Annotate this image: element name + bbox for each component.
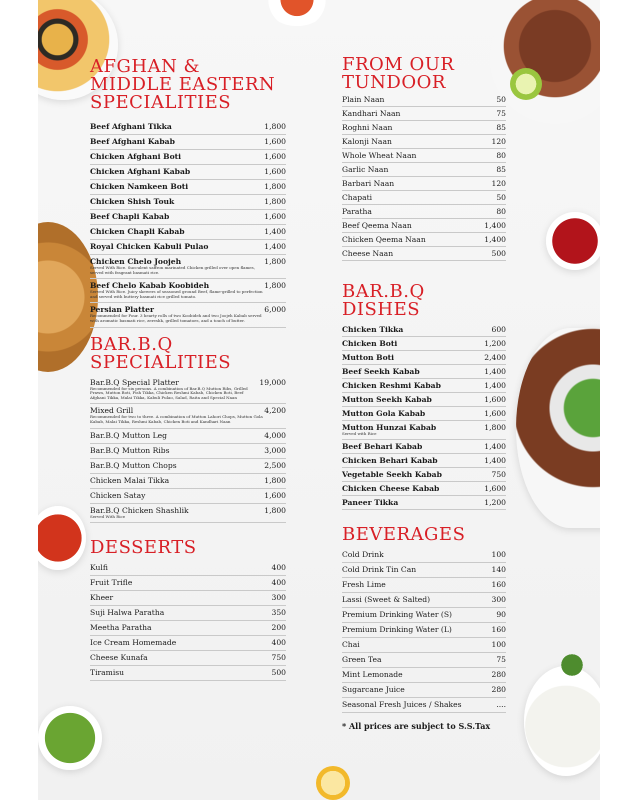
menu-item-name: Chicken Boti [342,339,398,348]
menu-item-name: Beef Chapli Kabab [90,212,170,221]
menu-item-price: 1,600 [264,490,286,500]
menu-item-text [90,378,259,401]
menu-item-name: Mutton Boti [342,353,395,362]
menu-item-text [90,578,132,587]
menu-item-row [342,496,506,510]
menu-item-row [342,653,506,668]
menu-item-price: 2,500 [264,460,286,470]
menu-item-text [90,167,190,176]
menu-item-price: 750 [491,469,506,479]
menu-item-price: 120 [491,137,506,146]
menu-item-price: 1,800 [264,475,286,485]
menu-item-text [342,325,403,334]
menu-item-row [342,121,506,135]
menu-item-price: 300 [271,593,286,603]
menu-item-text [90,197,174,206]
menu-item-name: Vegetable Seekh Kabab [342,469,442,479]
menu-item-text [342,655,382,664]
menu-item-row [90,303,286,327]
menu-item-row [90,279,286,303]
menu-item-text [90,623,152,632]
menu-item-price: 4,000 [264,430,286,440]
menu-item-name: Ice Cream Homemade [90,638,177,648]
menu-item-text [342,193,372,202]
beverages-item-list [342,548,506,713]
menu-item-text [90,305,264,323]
menu-item-text [90,491,145,500]
menu-item-name: Chicken Cheese Kabab [342,483,440,493]
menu-item-text [342,395,432,404]
menu-item-name: Green Tea [342,654,382,664]
right-column [342,56,506,731]
menu-item-text [342,249,393,258]
menu-item-description: Served With Rice. Juicy skewers of seasoned ground Beef, flame-grilled to perfection and served with buttery basmati rice grilled tomato. [90,289,263,299]
menu-item-name: Chicken Afghani Kabab [90,167,191,176]
menu-item-price: 50 [496,193,506,202]
menu-item-row [90,210,286,225]
menu-item-text [342,610,452,619]
menu-item-name: Chicken Chapli Kabab [90,227,185,236]
menu-item-text [90,152,181,161]
menu-item-row [342,454,506,468]
menu-item-name: Beef Chelo Kabab Koobideh [90,281,210,291]
menu-item-name: Paneer Tikka [342,497,399,507]
menu-item-price: 85 [496,123,506,132]
menu-item-name: Mutton Gola Kabab [342,409,426,418]
menu-item-name: Kandhari Naan [342,109,401,118]
menu-item-price: 280 [491,684,506,694]
menu-item-text [90,182,188,191]
menu-item-price: 160 [491,579,506,589]
menu-item-text [342,550,384,559]
menu-item-price: 1,600 [484,409,506,418]
menu-item-name: Kalonji Naan [342,137,392,146]
menu-item-row [90,165,286,180]
menu-item-row [342,440,506,454]
menu-item-name: Chapati [342,193,373,202]
menu-item-text [342,498,398,507]
menu-item-price: 80 [496,151,506,160]
menu-item-text [342,640,360,649]
menu-item-price: .... [496,699,506,709]
menu-item-price: 1,600 [264,212,286,221]
menu-item-text [90,563,108,572]
menu-item-name: Premium Drinking Water (L) [342,624,452,634]
menu-item-price: 400 [271,638,286,648]
menu-item-price: 1,400 [484,381,506,390]
menu-item-name: Plain Naan [342,95,385,104]
menu-item-name: Cold Drink [342,549,384,559]
raita-bowl-image [524,666,600,776]
menu-item-name: Bar.B.Q Mutton Chops [90,460,177,470]
menu-item-text [90,506,189,520]
menu-item-row [342,421,506,440]
menu-item-row [90,255,286,279]
menu-item-name: Roghni Naan [342,123,393,132]
menu-item-name: Persian Platter [90,305,154,315]
menu-item-row [342,683,506,698]
menu-item-description: Recommended for Four. 3 hearty rolls of two Koobideh and two Joojeh Kabab served with aromatic basmati rice, zereshk, grilled tomatoes, and a touch of butter. [90,313,262,323]
menu-item-row [342,548,506,563]
menu-item-text [342,409,425,418]
menu-item-text [342,423,436,437]
menu-item-text [90,257,264,275]
menu-item-text [90,281,264,299]
menu-item-name: Cold Drink Tin Can [342,564,417,574]
menu-item-price: 400 [271,578,286,588]
menu-item-price: 75 [496,654,506,664]
lemon-slice-bottom-image [316,766,350,800]
menu-item-name: Beef Behari Kabab [342,441,423,451]
menu-item-text [90,653,148,662]
beverages-title [342,523,506,545]
menu-item-row [90,591,286,606]
menu-item-name: Bar.B.Q Chicken Shashlik [90,505,189,515]
barbq-specialities-item-list [90,376,286,524]
menu-item-text [342,95,384,104]
menu-item-name: Mutton Hunzai Kabab [342,423,437,432]
ketchup-bowl-image [546,212,600,270]
menu-item-row [342,93,506,107]
barbq-dishes-item-list [342,323,506,510]
menu-item-price: 1,600 [264,152,286,161]
menu-item-text [342,367,420,376]
menu-item-row [90,561,286,576]
menu-item-price: 120 [491,179,506,188]
menu-item-row [342,698,506,713]
menu-item-price: 1,400 [484,455,506,465]
menu-item-row [342,177,506,191]
menu-item-name: Mint Lemonade [342,669,403,679]
menu-item-text [342,381,441,390]
sauce-bowl-top-image [266,0,328,26]
menu-item-text [90,608,164,617]
desserts-item-list [90,561,286,681]
menu-item-name: Kheer [90,593,114,603]
menu-item-price: 1,800 [264,182,286,191]
menu-item-price: 400 [271,563,286,573]
menu-item-text [90,122,172,131]
menu-item-name: Chicken Tikka [342,325,404,334]
menu-item-name: Barbari Naan [342,179,395,188]
afghan-section-title [90,58,286,112]
menu-item-price: 6,000 [264,305,286,315]
menu-item-price: 1,800 [484,423,506,432]
menu-item-price: 100 [491,549,506,559]
menu-item-row [342,135,506,149]
menu-item-text [342,625,452,634]
menu-item-price: 1,800 [264,505,286,515]
menu-item-row [342,149,506,163]
menu-item-name: Bar.B.Q Special Platter [90,377,179,387]
menu-item-price: 280 [491,669,506,679]
menu-item-row [90,474,286,489]
menu-item-text [90,593,113,602]
menu-item-text [90,212,169,221]
menu-item-row [90,606,286,621]
menu-item-row [342,623,506,638]
barbq-dishes-title-text: BAR.B.Q DISHES [342,281,425,320]
afghan-title-line-1: AFGHAN & [90,56,201,77]
menu-item-row [342,563,506,578]
desserts-title [90,539,286,557]
menu-item-row [90,459,286,474]
menu-item-text [90,242,208,251]
menu-item-row [342,247,506,261]
menu-item-row [342,191,506,205]
menu-item-name: Tiramisu [90,668,125,678]
menu-item-description: Recommended for six persons. A combination of Bar.B.Q Mutton Ribs, Grilled Prawn, Mutton Boti, Fish Tikka, Chicken Reshmi Kabab, Chicken Boti, Beef Afghani Tikka, Malai Tikka, Kabuli Pulao, Salad, Raita and Special Naan [90,385,248,400]
menu-item-row [90,621,286,636]
menu-item-name: Royal Chicken Kabuli Pulao [90,242,209,251]
menu-item-name: Fruit Trifle [90,578,133,588]
menu-item-name: Chicken Chelo Joojeh [90,257,182,266]
menu-item-text [342,137,392,146]
menu-item-price: 1,600 [264,137,286,146]
menu-item-price: 1,400 [484,367,506,376]
menu-item-price: 300 [491,594,506,604]
afghan-item-list [90,120,286,328]
naan-bread-image [38,222,98,372]
menu-item-text [342,339,397,348]
barbq-spec-title-line-2: SPECIALITIES [90,351,232,373]
grilled-lamb-chops-image [490,0,600,124]
menu-item-description: Recommended for two to three. A combination of Mutton Lahori Chops, Mutton Gola Kabab, Malai Tikka, Reshmi Kabab, Chicken Boti and Kandhari Naan [90,414,263,424]
menu-item-price: 2,400 [484,353,506,362]
menu-item-price: 4,200 [264,406,286,416]
menu-item-name: Chicken Behari Kabab [342,455,438,465]
menu-item-name: Lassi (Sweet & Salted) [342,594,431,604]
menu-item-name: Mutton Seekh Kabab [342,395,432,404]
menu-item-price: 140 [491,564,506,574]
red-chutney-bowl-image [38,506,86,570]
tundoor-title-line-2: TUNDOOR [342,72,446,93]
menu-item-row [90,404,286,428]
menu-item-name: Paratha [342,207,372,216]
menu-item-row [90,180,286,195]
menu-item-price: 1,400 [484,235,506,244]
menu-item-text [342,207,372,216]
menu-item-price: 1,400 [264,227,286,236]
menu-item-text [342,456,438,465]
menu-item-price: 1,400 [484,221,506,230]
menu-item-row [90,666,286,681]
menu-item-name: Seasonal Fresh Juices / Shakes [342,699,462,709]
menu-item-text [342,670,403,679]
tundoor-item-list [342,93,506,261]
menu-item-row [342,668,506,683]
menu-item-text [342,179,394,188]
desserts-title-text: DESSERTS [90,537,197,559]
lime-slice-top-image [510,68,542,100]
left-column [90,58,286,681]
menu-item-name: Garlic Naan [342,165,389,174]
menu-item-text [342,580,386,589]
menu-item-name: Sugarcane Juice [342,684,405,694]
menu-item-text [90,461,177,470]
menu-item-name: Beef Seekh Kabab [342,367,420,376]
menu-item-row [342,407,506,421]
menu-item-name: Cheese Naan [342,249,394,258]
menu-item-text [90,431,167,440]
menu-item-price: 1,200 [484,339,506,348]
menu-item-name: Mixed Grill [90,406,134,416]
menu-item-price: 1,800 [264,257,286,266]
menu-item-description: Served With Rice. Succulent saffron marinated Chicken grilled over open flames, served with fragrant basmati rice. [90,265,255,275]
menu-item-text [90,227,185,236]
menu-item-name: Beef Qeema Naan [342,221,412,230]
menu-item-price: 500 [271,668,286,678]
menu-item-row [90,636,286,651]
menu-item-row [342,219,506,233]
menu-item-row [342,323,506,337]
menu-item-row [342,337,506,351]
menu-item-text [90,638,176,647]
menu-item-text [342,685,405,694]
menu-item-price: 750 [271,653,286,663]
menu-item-row [342,638,506,653]
beverages-title-text: BEVERAGES [342,523,466,545]
menu-item-text [90,446,170,455]
menu-item-name: Whole Wheat Naan [342,151,417,160]
menu-item-price: 1,600 [264,167,286,176]
menu-item-name: Chicken Namkeen Boti [90,182,189,191]
menu-item-text [90,668,124,677]
menu-item-name: Beef Afghani Tikka [90,122,172,131]
menu-item-row [90,195,286,210]
menu-item-name: Kulfi [90,563,108,573]
menu-item-text [342,353,394,362]
menu-item-row [342,468,506,482]
menu-item-text [342,565,416,574]
menu-item-row [90,429,286,444]
menu-item-name: Chai [342,639,360,649]
menu-item-row [342,379,506,393]
menu-item-name: Beef Afghani Kabab [90,137,175,146]
menu-item-price: 1,800 [264,122,286,131]
menu-item-name: Bar.B.Q Mutton Leg [90,430,167,440]
menu-item-price: 350 [271,608,286,618]
menu-item-row [90,504,286,524]
menu-item-row [342,578,506,593]
afghan-title-line-2: MIDDLE EASTERN [90,74,276,95]
menu-item-price: 80 [496,207,506,216]
menu-item-price: 75 [496,109,506,118]
tundoor-section-title [342,56,506,92]
menu-item-price: 1,800 [264,197,286,206]
menu-item-row [90,489,286,504]
menu-item-row [342,482,506,496]
barbq-spec-title-line-1: BAR.B.Q [90,333,173,355]
mint-leaves-image [558,654,586,676]
menu-item-name: Chicken Qeema Naan [342,235,426,244]
menu-item-row [90,240,286,255]
menu-item-row [342,393,506,407]
menu-item-name: Chicken Afghani Boti [90,152,182,161]
menu-item-price: 1,600 [484,483,506,493]
menu-item-text [342,235,426,244]
menu-item-text [342,700,462,709]
menu-item-text [342,123,392,132]
menu-item-name: Premium Drinking Water (S) [342,609,452,619]
menu-item-row [342,107,506,121]
menu-item-row [90,150,286,165]
afghan-title-line-3: SPECIALITIES [90,92,232,113]
menu-item-description: Served with Rice [342,431,377,436]
menu-item-text [90,476,169,485]
menu-item-text [342,165,388,174]
menu-item-row [90,576,286,591]
menu-item-text [342,595,430,604]
menu-item-price: 200 [271,623,286,633]
menu-item-price: 1,800 [264,281,286,291]
menu-item-price: 90 [496,609,506,619]
menu-item-price: 100 [491,639,506,649]
barbq-specialities-title [90,333,286,373]
menu-item-price: 3,000 [264,445,286,455]
menu-item-row [342,593,506,608]
grilled-meat-salad-plate-image [516,328,600,528]
menu-item-name: Bar.B.Q Mutton Ribs [90,445,170,455]
menu-item-name: Suji Halwa Paratha [90,608,165,618]
menu-item-price: 85 [496,165,506,174]
menu-item-row [90,225,286,240]
green-chutney-bowl-image [38,706,102,770]
menu-item-price: 600 [491,325,506,334]
menu-item-price: 19,000 [259,377,286,387]
menu-item-name: Chicken Malai Tikka [90,475,170,485]
menu-item-text [342,221,412,230]
tax-footnote: * All prices are subject to S.S.Tax [342,720,491,731]
menu-item-text [342,109,400,118]
menu-item-price: 1,400 [264,242,286,251]
menu-item-text [90,406,264,424]
menu-item-price: 1,600 [484,395,506,404]
menu-item-name: Chicken Shish Touk [90,197,175,206]
menu-item-text [342,470,442,479]
menu-item-name: Fresh Lime [342,579,386,589]
menu-item-row [342,365,506,379]
menu-item-row [90,651,286,666]
menu-item-price: 1,200 [484,497,506,507]
menu-item-name: Chicken Satay [90,490,146,500]
menu-item-description: Served With Rice [90,513,126,519]
menu-item-row [90,135,286,150]
menu-item-price: 160 [491,624,506,634]
menu-item-row [90,444,286,459]
menu-item-row [342,608,506,623]
menu-item-text [342,442,422,451]
menu-item-row [342,233,506,247]
menu-item-text [90,137,175,146]
menu-item-row [342,351,506,365]
menu-item-name: Meetha Paratha [90,623,152,633]
menu-item-row [342,205,506,219]
menu-item-text [342,151,416,160]
menu-item-name: Cheese Kunafa [90,653,148,663]
menu-item-price: 500 [491,249,506,258]
menu-item-row [90,376,286,405]
menu-item-text [342,484,439,493]
barbq-dishes-title [342,283,506,319]
menu-item-price: 50 [496,95,506,104]
menu-item-row [90,120,286,135]
menu-item-name: Chicken Reshmi Kabab [342,381,441,390]
tundoor-title-line-1: FROM OUR [342,54,455,75]
menu-item-price: 1,400 [484,441,506,451]
menu-item-row [342,163,506,177]
